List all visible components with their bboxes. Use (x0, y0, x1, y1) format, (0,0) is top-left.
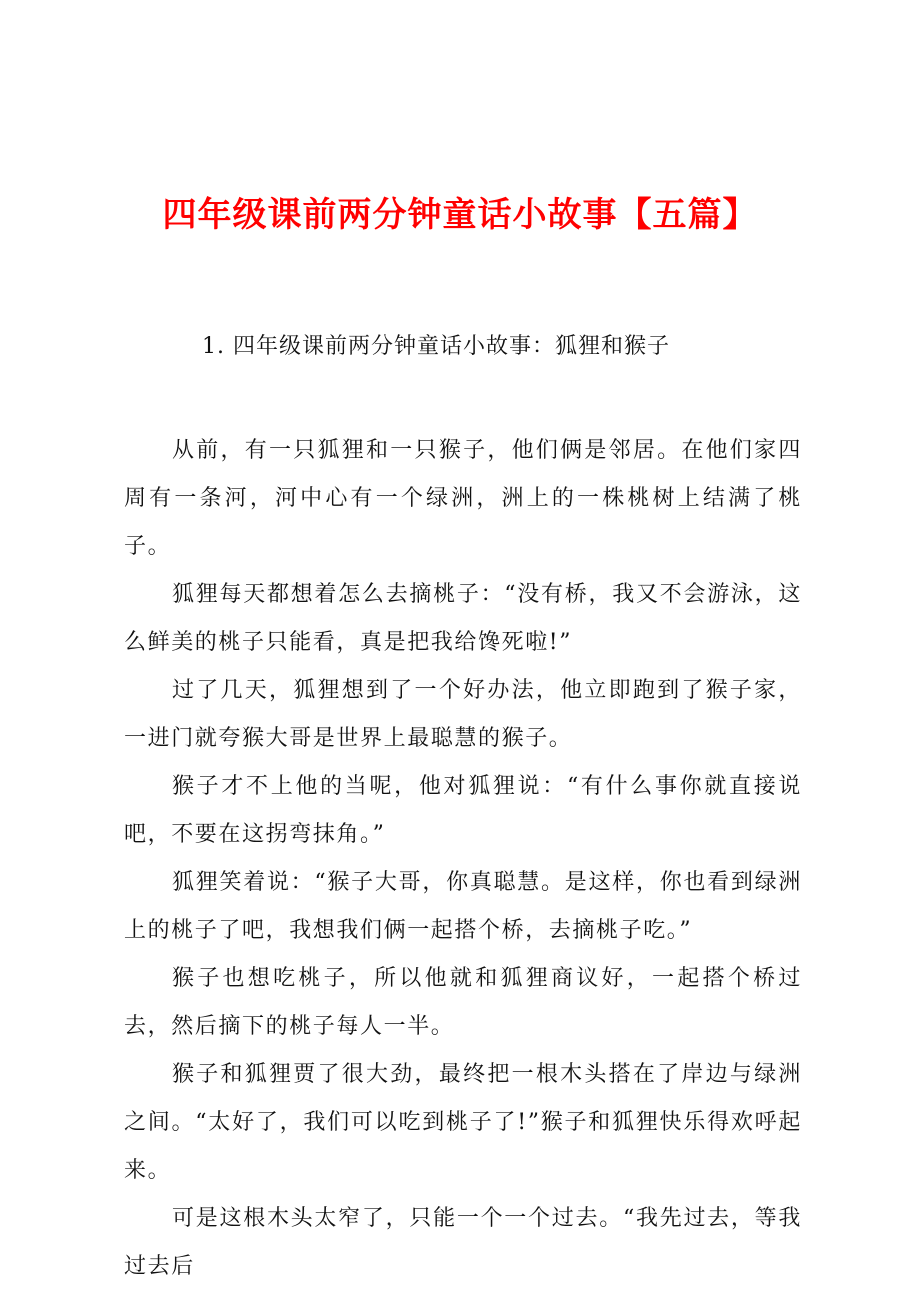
paragraph: 猴子和狐狸贾了很大劲，最终把一根木头搭在了岸边与绿洲之间。“太好了，我们可以吃到桃子了!”猴子和狐狸快乐得欢呼起来。 (124, 1062, 802, 1183)
paragraph: 猴子才不上他的当呢，他对狐狸说：“有什么事你就直接说吧，不要在这拐弯抹角。” (124, 774, 802, 847)
document-title: 四年级课前两分钟童话小故事【五篇】 (162, 195, 758, 235)
paragraph: 过了几天，狐狸想到了一个好办法，他立即跑到了猴子家，一进门就夸猴大哥是世界上最聪慧的猴子。 (124, 678, 802, 751)
paragraph: 可是这根木头太窄了，只能一个一个过去。“我先过去，等我过去后 (124, 1206, 802, 1279)
paragraph: 狐狸每天都想着怎么去摘桃子：“没有桥，我又不会游泳，这么鲜美的桃子只能看，真是把我给馋死啦!” (124, 582, 802, 655)
paragraph: 猴子也想吃桃子，所以他就和狐狸商议好，一起搭个桥过去，然后摘下的桃子每人一半。 (124, 966, 802, 1039)
section-heading: 1. 四年级课前两分钟童话小故事：狐狸和猴子 (202, 334, 670, 359)
story-body (124, 427, 802, 1291)
paragraph: 狐狸笑着说：“猴子大哥，你真聪慧。是这样，你也看到绿洲上的桃子了吧，我想我们俩一起搭个桥，去摘桃子吃。” (124, 870, 802, 943)
paragraph: 从前，有一只狐狸和一只猴子，他们俩是邻居。在他们家四周有一条河，河中心有一个绿洲，洲上的一株桃树上结满了桃子。 (124, 438, 802, 559)
